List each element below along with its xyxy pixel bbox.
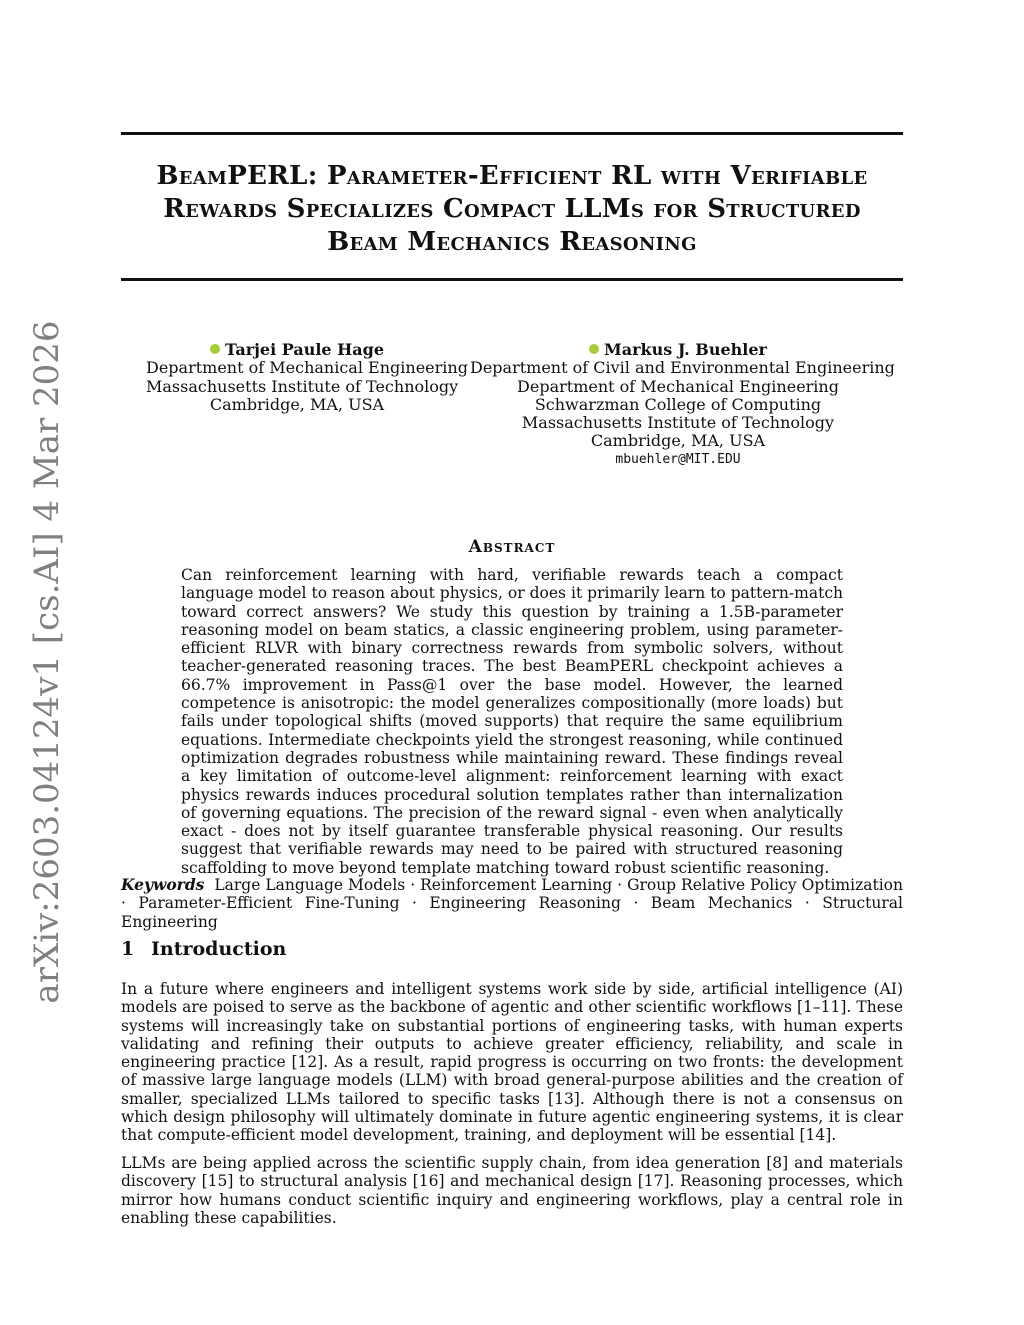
- title-top-rule: [121, 132, 903, 135]
- affiliation: Cambridge, MA, USA: [209, 394, 385, 414]
- body-paragraph-2: LLMs are being applied across the scientific supply chain, from idea generation [8] and materials discovery [15] to structural analysis [16] and mechanical design [17]. Reasoning processes, which mirror how humans conduct scientific inquiry and engineering workflows, play a central role in enabling these capabilities.: [121, 1154, 903, 1227]
- keywords-text: Large Language Models · Reinforcement Learning · Group Relative Policy Optimization · Parameter-Efficient Fine-Tuning · Engineering Reasoning · Beam Mechanics · Structural Engineering: [121, 876, 903, 931]
- title-line-2: Rewards Specializes Compact LLMs for Structured: [163, 194, 861, 224]
- affiliation: Schwarzman College of Computing: [534, 394, 822, 414]
- author-name-1: Tarjei Paule Hage: [146, 341, 448, 359]
- affiliation: Department of Mechanical Engineering: [146, 358, 468, 378]
- section-number: 1: [121, 938, 135, 960]
- abstract-text: Can reinforcement learning with hard, verifiable rewards teach a compact language model to reason about physics, or does it primarily learn to pattern-match toward correct answers? We study this question by training a 1.5B-parameter reasoning model on beam statics, a classic engineering problem, using parameter-efficient RLVR with binary correctness rewards from symbolic solvers, without teacher-generated reasoning traces. The best BeamPERL checkpoint achieves a 66.7% improvement in Pass@1 over the base model. However, the learned competence is anisotropic: the model generalizes compositionally (more loads) but fails under topological shifts (moved supports) that require the same equilibrium equations. Intermediate checkpoints yield the strongest reasoning, while continued optimization degrades robustness while maintaining reward. These findings reveal a key limitation of outcome-level alignment: reinforcement learning with exact physics rewards induces procedural solution templates rather than internalization of governing equations. The precision of the reward signal - even when analytically exact - does not by itself guarantee transferable physical reasoning. Our results suggest that verifiable rewards may need to be paired with structured reasoning scaffolding to move beyond template matching toward robust scientific reasoning.: [181, 566, 843, 877]
- affiliation: Department of Mechanical Engineering: [517, 376, 839, 396]
- body-paragraph-1: In a future where engineers and intelligent systems work side by side, artificial intelligence (AI) models are poised to serve as the backbone of agentic and other scientific workflows [1–11]. These systems will increasingly take on substantial portions of engineering tasks, with human experts validating and refining their outputs to achieve greater efficiency, reliability, and scale in engineering practice [12]. As a result, rapid progress is occurring on two fronts: the development of massive large language models (LLM) with broad general-purpose abilities and the creation of smaller, specialized LLMs tailored to specific tasks [13]. Although there is not a consensus on which design philosophy will ultimately dominate in future agentic engineering systems, it is clear that compute-efficient model development, training, and deployment will be essential [14].: [121, 980, 903, 1145]
- paper-title: [121, 160, 903, 259]
- abstract-heading: Abstract: [468, 537, 556, 557]
- orcid-icon[interactable]: [210, 344, 220, 354]
- keywords-label: Keywords: [121, 875, 205, 894]
- section-heading: [121, 938, 286, 960]
- author-block-1: [146, 340, 468, 414]
- affiliation: Department of Civil and Environmental Engineering: [470, 358, 895, 378]
- arxiv-identifier: arXiv:2603.04124v1 [cs.AI] 4 Mar 2026: [27, 320, 67, 1004]
- affiliation: Cambridge, MA, USA: [590, 431, 766, 451]
- author-block-2: [470, 340, 895, 469]
- section-title: Introduction: [151, 938, 287, 960]
- title-bottom-rule: [121, 278, 903, 281]
- title-line-1: BeamPERL: Parameter-Efficient RL with Verifiable: [156, 161, 868, 191]
- orcid-icon[interactable]: [589, 344, 599, 354]
- affiliation: Massachusetts Institute of Technology: [521, 413, 835, 433]
- affiliation: Massachusetts Institute of Technology: [146, 376, 459, 396]
- keywords: [121, 876, 903, 931]
- author-name-2: Markus J. Buehler: [470, 341, 886, 359]
- author-email[interactable]: mbuehler@MIT.EDU: [615, 451, 741, 467]
- title-line-3: Beam Mechanics Reasoning: [327, 227, 697, 257]
